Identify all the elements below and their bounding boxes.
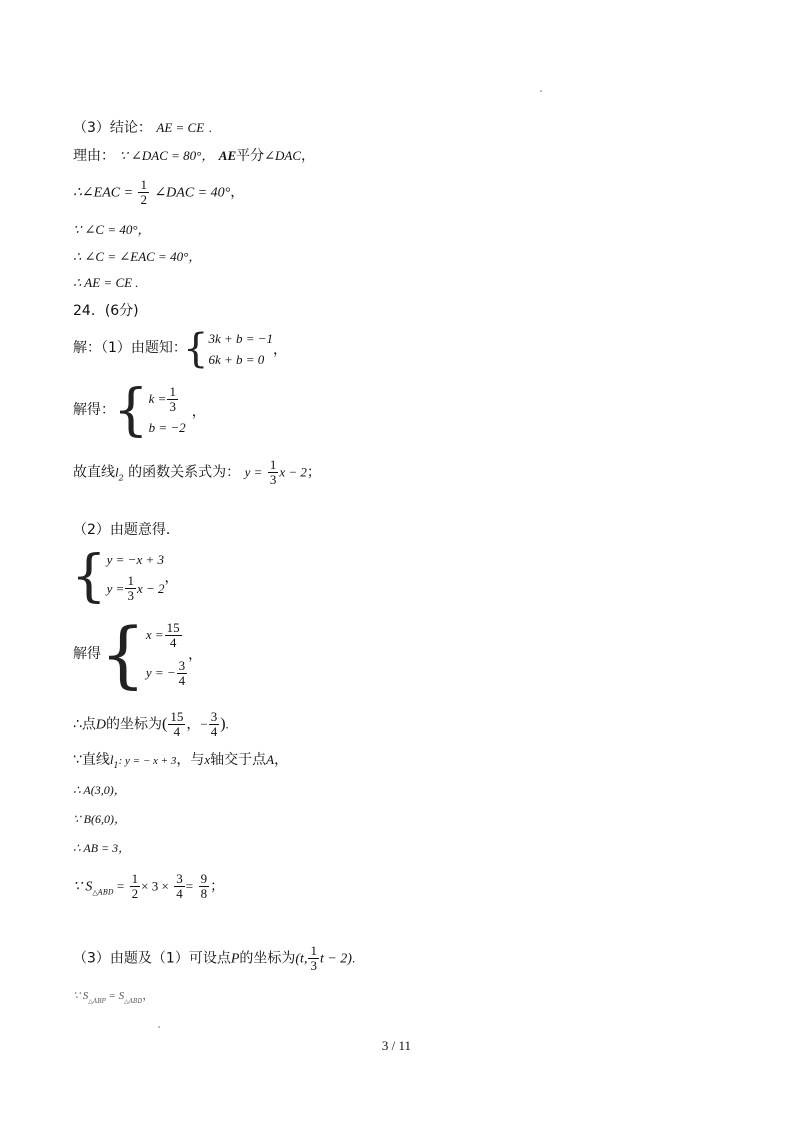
l2-function-line: 故直线$l_2$ 的函数关系式为： y = $\frac{1}{3}$ x − 2； — [73, 457, 321, 487]
system1: { 3k + b = −1 6k + b = 0 ， — [183, 326, 288, 372]
page-number: 3 / 11 — [381, 1038, 412, 1053]
areas-equal-line: ∵ $S_{\triangle ABP} = S_{\triangle ABD}$， — [73, 988, 155, 1005]
brace: { — [100, 612, 146, 696]
question-24: 24．(6分) — [73, 303, 139, 319]
point-a-line: ∴ A(3,0)， — [73, 783, 126, 797]
ab-line: ∴ AB = 3， — [73, 841, 131, 855]
solution1-label: 解得： — [73, 402, 115, 418]
area-line: ∵ $S_{\triangle ABD}$ = $\frac{1}{2}$ × 3 × $\frac{3}{4}$ = $\frac{9}{8}$ ； — [73, 871, 225, 901]
system1-label: 解：（1）由题知： — [73, 340, 187, 356]
solution2: { x = $\frac{15}{4}$ y = − $\frac{3}{4}$ ， — [100, 612, 203, 696]
point-b-line: ∵ B(6,0)， — [73, 812, 126, 826]
part2-heading: （2）由题意得． — [73, 522, 180, 538]
reason-line: 理由： ∵ ∠DAC = 80°， AE平分∠DAC， — [73, 148, 316, 164]
fraction-half: $\frac{1}{2}$ — [140, 177, 147, 207]
solution2-label: 解得 — [73, 646, 101, 662]
brace: { — [183, 326, 209, 372]
scan-speck — [158, 1026, 160, 1028]
scan-speck — [540, 90, 542, 92]
system2: { y = −x + 3 y = $\frac{1}{3}$ x − 2 ， — [71, 544, 179, 609]
c-eac-line: ∴ ∠C = ∠EAC = 40°， — [73, 249, 202, 264]
part3-setup-line: （3）由题及（1）可设点P的坐标为(t, $\frac{1}{3}$ t − 2). — [73, 943, 356, 973]
point-d-line: ∴点D的坐标为( $\frac{15}{4}$ ，− $\frac{3}{4}$ ). — [73, 709, 229, 739]
part3-conclusion: （3）结论： AE = CE . — [73, 120, 212, 136]
ae-ce-line: ∴ AE = CE . — [73, 275, 139, 290]
c40-line: ∵ ∠C = 40°， — [73, 222, 151, 237]
solution1: { k = $\frac{1}{3}$ b = −2 ， — [113, 378, 206, 443]
brace: { — [113, 378, 149, 443]
eac-line: ∴∠EAC = $\frac{1}{2}$ ∠DAC = 40°， — [73, 177, 245, 207]
brace: { — [71, 544, 107, 609]
l1-line: ∵直线$l_1$: y = − x + 3，与x轴交于点A， — [73, 752, 289, 770]
